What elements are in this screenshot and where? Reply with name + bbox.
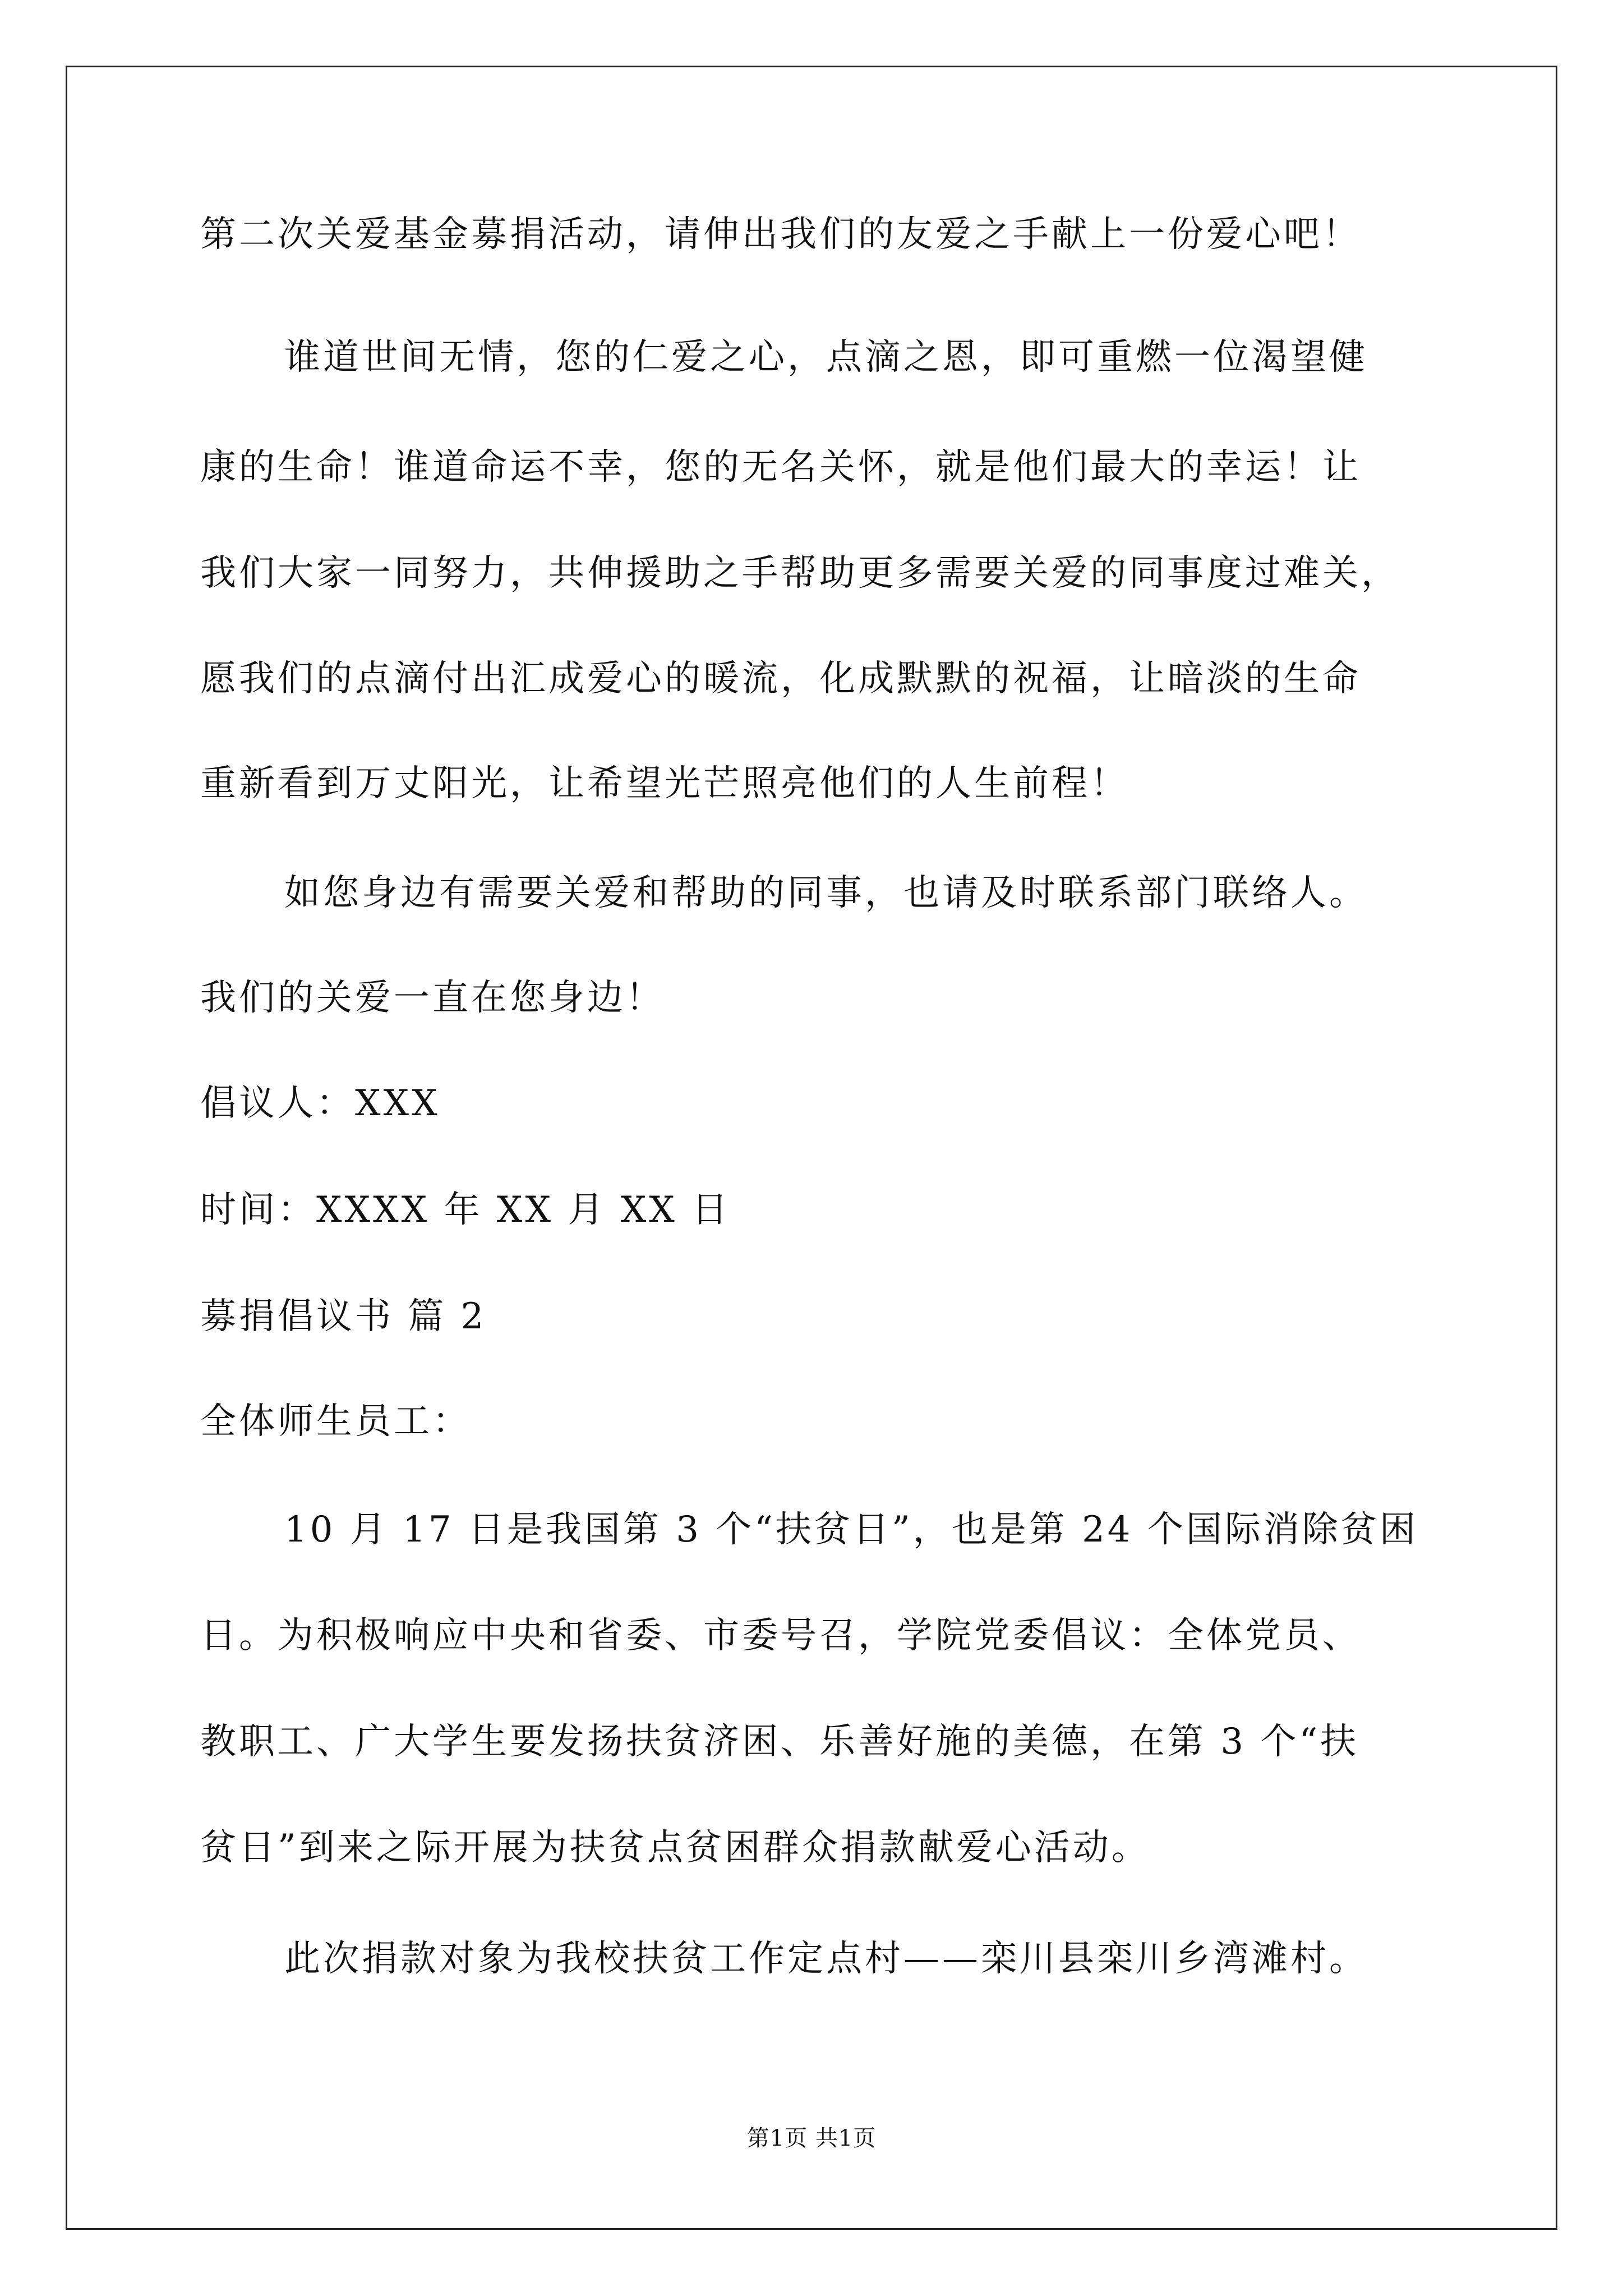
text-line: 教职工、广大学生要发扬扶贫济困、乐善好施的美德，在第 3 个“扶 <box>200 1721 1359 1763</box>
paragraph-line: 谁道世间无情，您的仁爱之心，点滴之恩，即可重燃一位渴望健 <box>284 337 1368 378</box>
text-line: 康的生命！谁道命运不幸，您的无名关怀，就是他们最大的幸运！让 <box>200 447 1361 488</box>
page-border <box>66 66 1557 2230</box>
signatory-line: 倡议人：XXX <box>200 1083 440 1124</box>
paragraph-line: 10 月 17 日是我国第 3 个“扶贫日”，也是第 24 个国际消除贫困 <box>284 1509 1418 1550</box>
text-line: 我们的关爱一直在您身边！ <box>200 977 665 1019</box>
text-line: 贫日”到来之际开展为扶贫点贫困群众捐款献爱心活动。 <box>200 1827 1150 1869</box>
section-heading: 募捐倡议书 篇 2 <box>200 1296 487 1337</box>
text-line: 我们大家一同努力，共伸援助之手帮助更多需要关爱的同事度过难关， <box>200 553 1400 594</box>
salutation-line: 全体师生员工： <box>200 1401 471 1442</box>
text-line: 第二次关爱基金募捐活动，请伸出我们的友爱之手献上一份爱心吧！ <box>200 214 1361 255</box>
text-line: 愿我们的点滴付出汇成爱心的暖流，化成默默的祝福，让暗淡的生命 <box>200 658 1361 700</box>
text-line: 日。为积极响应中央和省委、市委号召，学院党委倡议：全体党员、 <box>200 1615 1361 1657</box>
date-line: 时间：XXXX 年 XX 月 XX 日 <box>200 1189 731 1231</box>
text-line: 重新看到万丈阳光，让希望光芒照亮他们的人生前程！ <box>200 763 1129 804</box>
page-footer: 第1页 共1页 <box>746 2125 877 2151</box>
paragraph-line: 此次捐款对象为我校扶贫工作定点村——栾川县栾川乡湾滩村。 <box>284 1938 1368 1980</box>
paragraph-line: 如您身边有需要关爱和帮助的同事，也请及时联系部门联络人。 <box>284 872 1368 914</box>
